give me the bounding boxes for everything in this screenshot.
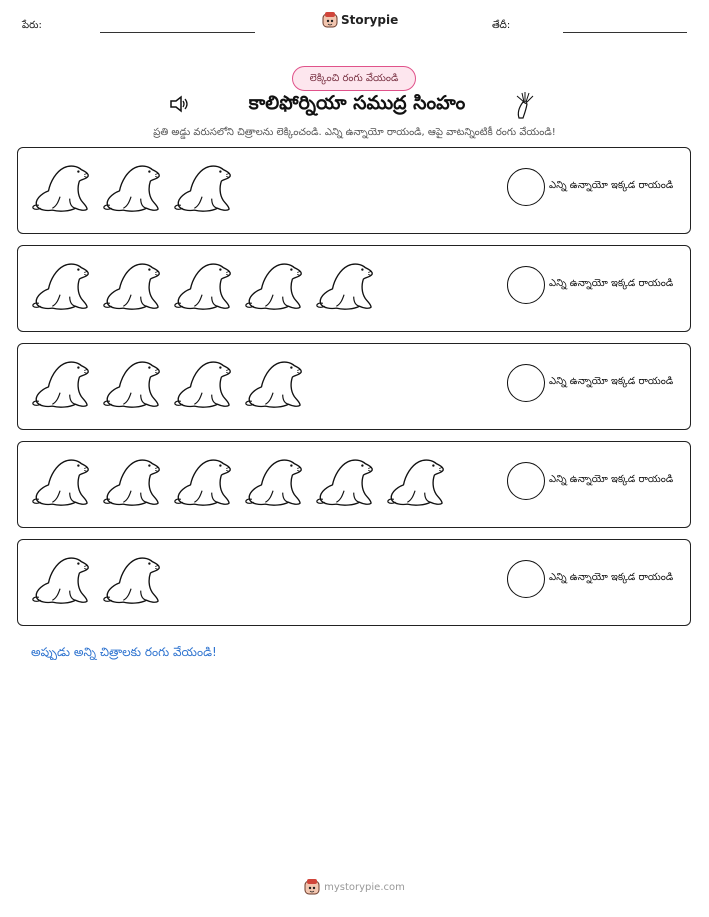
sea-lion-icon [101, 160, 165, 214]
speaker-icon [168, 94, 190, 114]
answer-circle[interactable] [507, 364, 545, 402]
write-prompt: ఎన్ని ఉన్నాయో ఇక్కడ రాయండి [549, 180, 674, 191]
sea-lion-icon [101, 552, 165, 606]
sea-lion-icon [243, 454, 307, 508]
name-label: పేరు: [22, 20, 42, 31]
footer-note: అప్పుడు అన్ని చిత్రాలకు రంగు వేయండి! [31, 645, 217, 659]
answer-circle[interactable] [507, 462, 545, 500]
write-prompt: ఎన్ని ఉన్నాయో ఇక్కడ రాయండి [549, 474, 674, 485]
sea-lion-icon [172, 454, 236, 508]
title-row [0, 92, 709, 120]
write-prompt: ఎన్ని ఉన్నాయో ఇక్కడ రాయండి [549, 376, 674, 387]
answer-circle[interactable] [507, 168, 545, 206]
sea-lion-icon [172, 356, 236, 410]
name-field[interactable] [100, 32, 255, 33]
answer-circle[interactable] [507, 560, 545, 598]
sea-lion-icon [101, 356, 165, 410]
sea-lion-icon [30, 356, 94, 410]
sea-lion-icon [172, 160, 236, 214]
count-row [17, 539, 691, 626]
sea-lion-icon [385, 454, 449, 508]
count-row [17, 147, 691, 234]
page-title: కాలిఫోర్నియా సముద్ర సింహం [248, 92, 466, 114]
date-field[interactable] [563, 32, 687, 33]
write-prompt: ఎన్ని ఉన్నాయో ఇక్కడ రాయండి [549, 278, 674, 289]
brand-name: Storypie [341, 13, 399, 27]
date-label: తేదీ: [492, 20, 511, 31]
sea-lion-icon [172, 258, 236, 312]
storypie-logo [322, 12, 398, 28]
sea-lion-icon [101, 454, 165, 508]
sea-lion-icon [314, 258, 378, 312]
write-prompt: ఎన్ని ఉన్నాయో ఇక్కడ రాయండి [549, 572, 674, 583]
sea-lion-icon [30, 552, 94, 606]
mascot-icon [322, 12, 338, 28]
count-row [17, 343, 691, 430]
count-row [17, 245, 691, 332]
footer-brand [0, 879, 709, 895]
sea-lion-icon [314, 454, 378, 508]
sea-lion-icon [30, 258, 94, 312]
activity-badge: లెక్కించి రంగు వేయండి [292, 66, 416, 91]
footer-site: mystorypie.com [324, 881, 405, 893]
sea-lion-icon [243, 356, 307, 410]
sea-lion-icon [30, 160, 94, 214]
sea-lion-icon [101, 258, 165, 312]
sea-anemone-icon [512, 90, 536, 120]
sea-lion-icon [30, 454, 94, 508]
instructions: ప్రతి అడ్డు వరుసలోని చిత్రాలను లెక్కించండి. ఎన్ని ఉన్నాయో రాయండి, ఆపై వాటన్నింటికీ రంగు వేయండి! [153, 127, 556, 138]
answer-circle[interactable] [507, 266, 545, 304]
mascot-icon [304, 879, 320, 895]
sea-lion-icon [243, 258, 307, 312]
count-row [17, 441, 691, 528]
